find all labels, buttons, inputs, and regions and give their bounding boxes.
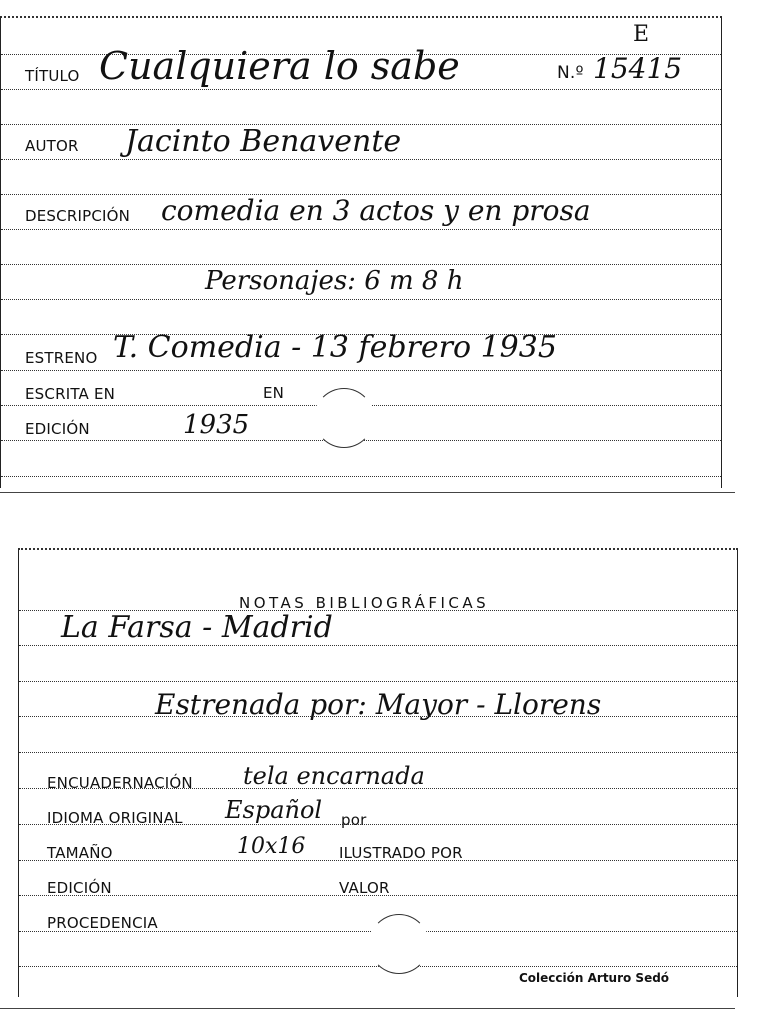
note-line-2: Estrenada por: Mayor - Llorens (155, 688, 602, 721)
tamano-label: TAMAÑO (47, 844, 113, 862)
encuadernacion-value: tela encarnada (243, 762, 425, 790)
descripcion-label: DESCRIPCIÓN (25, 207, 131, 225)
rule-line (19, 681, 737, 682)
catalog-card-back (18, 548, 738, 997)
catalog-card-front (0, 16, 722, 488)
notas-heading: NOTAS BIBLIOGRÁFICAS (239, 594, 490, 612)
tamano-value: 10x16 (237, 834, 306, 859)
coleccion-imprint: Colección Arturo Sedó (519, 971, 670, 985)
rule-line (1, 476, 721, 477)
escrita-en-label: ESCRITA EN (25, 385, 116, 403)
numero-label: N.º (557, 63, 584, 83)
en-label: EN (263, 384, 285, 402)
autor-value: Jacinto Benavente (125, 124, 402, 159)
titulo-value: Cualquiera lo sabe (99, 44, 460, 88)
titulo-label: TÍTULO (25, 67, 80, 85)
estreno-value: T. Comedia - 13 febrero 1935 (113, 330, 557, 365)
personajes-value: Personajes: 6 m 8 h (205, 266, 464, 296)
punch-hole (314, 388, 374, 448)
numero-suffix: E (633, 22, 650, 47)
rule-line (1, 264, 721, 265)
encuadernacion-label: ENCUADERNACIÓN (47, 774, 193, 792)
card-edge (0, 1008, 735, 1009)
descripcion-value: comedia en 3 actos y en prosa (161, 194, 591, 227)
idioma-label: IDIOMA ORIGINAL (47, 809, 183, 827)
idioma-value: Español (225, 796, 323, 824)
rule-line (1, 370, 721, 371)
rule-line (19, 752, 737, 753)
rule-line (19, 645, 737, 646)
card-edge (0, 492, 735, 493)
valor-label: VALOR (339, 879, 390, 897)
rule-line (1, 229, 721, 230)
procedencia-label: PROCEDENCIA (47, 914, 158, 932)
rule-line (1, 299, 721, 300)
edicion-label: EDICIÓN (25, 420, 90, 438)
por-label: por (341, 811, 367, 829)
ilustrado-label: ILUSTRADO POR (339, 844, 463, 862)
note-line-1: La Farsa - Madrid (61, 610, 333, 645)
estreno-label: ESTRENO (25, 349, 98, 367)
edicion-value: 1935 (183, 410, 250, 440)
autor-label: AUTOR (25, 137, 79, 155)
rule-line (1, 159, 721, 160)
numero-value: 15415 (593, 52, 683, 85)
punch-hole (369, 914, 429, 974)
rule-line (1, 89, 721, 90)
edicion-label-back: EDICIÓN (47, 879, 112, 897)
